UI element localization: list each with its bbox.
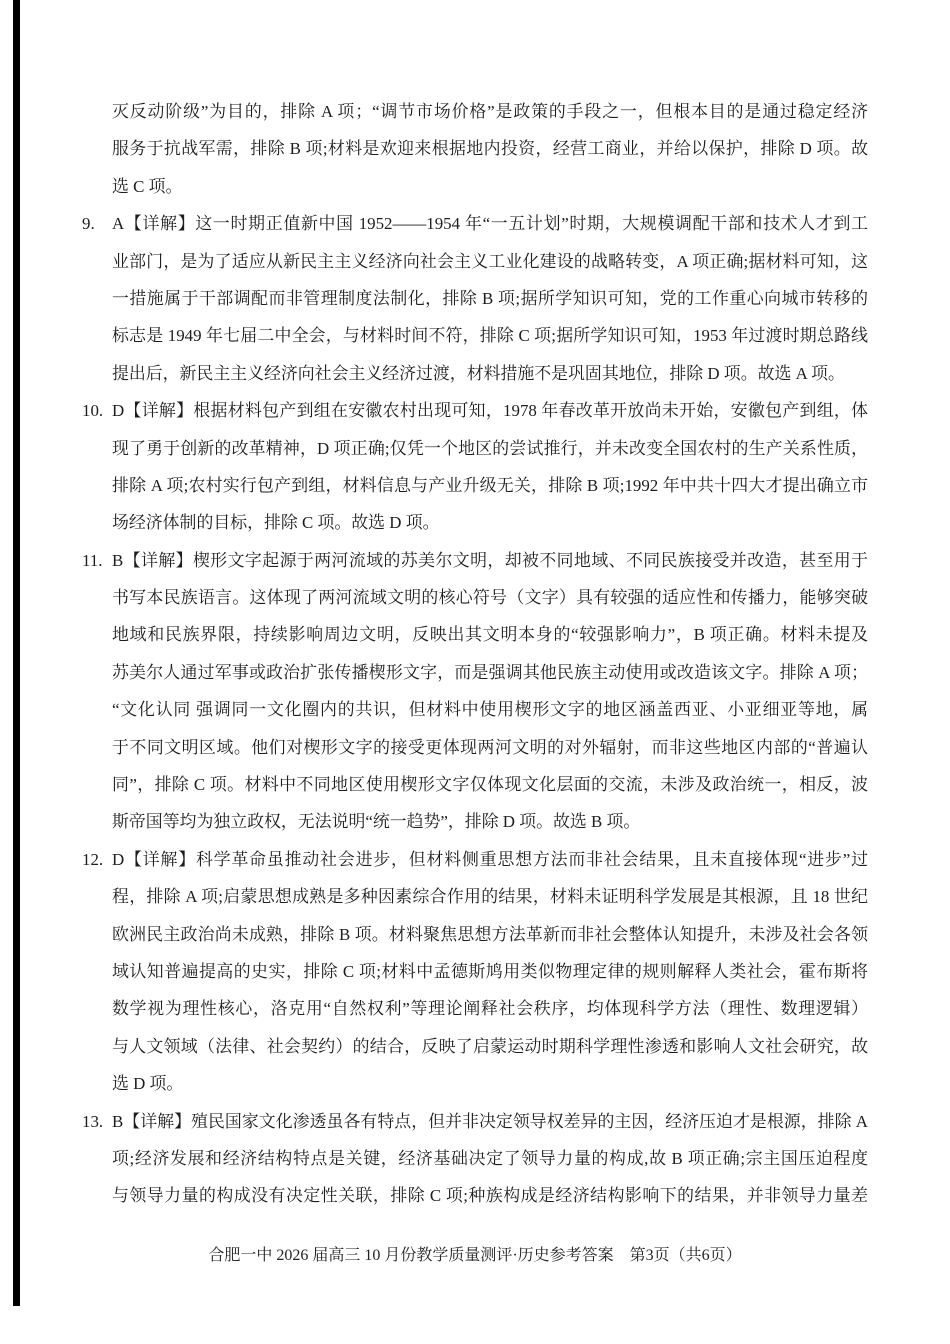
answer-line: 与领导力量的构成没有决定性关联，排除 C 项;种族构成是经济结构影响下的结果，并非领导力量差 bbox=[112, 1186, 868, 1206]
answer-line: 于不同文明区域。他们对楔形文字的接受更体现两河文明的对外辐射，而非这些地区内部的“普遍认 bbox=[112, 737, 868, 757]
answer-line: 同”，排除 C 项。材料中不同地区使用楔形文字仅体现文化层面的交流，未涉及政治统一，相反，波 bbox=[112, 775, 868, 795]
answer-continuation-block bbox=[0, 93, 950, 205]
question-number: 9. bbox=[82, 214, 95, 234]
answer-text: A【详解】这一时期正值新中国 1952——1954 年“一五计划”时期，大规模调配干部和技术人才到工 bbox=[112, 214, 868, 234]
answer-line bbox=[82, 392, 868, 429]
page-footer: 合肥一中 2026 届高三 10 月份教学质量测评·历史参考答案 第3页（共6页） bbox=[208, 1246, 742, 1264]
answer-line bbox=[82, 542, 868, 579]
question-number: 13. bbox=[82, 1111, 104, 1131]
answer-block-10 bbox=[0, 392, 950, 542]
question-number: 10. bbox=[82, 401, 104, 421]
answer-line: 排除 A 项;农村实行包产到组，材料信息与产业升级无关，排除 B 项;1992 年中共十四大才提出确立市 bbox=[112, 475, 868, 495]
answer-text: D【详解】科学革命虽推动社会进步，但材料侧重思想方法而非社会结果，且未直接体现“进步”过 bbox=[112, 849, 868, 869]
answer-line: 数学视为理性核心，洛克用“自然权利”等理论阐释社会秩序，均体现科学方法（理性、数理逻辑） bbox=[112, 999, 868, 1019]
answer-line: 书写本民族语言。这体现了两河流域文明的核心符号（文字）具有较强的适应性和传播力，能够突破 bbox=[112, 588, 868, 608]
answer-line: 斯帝国等均为独立政权，无法说明“统一趋势”，排除 D 项。故选 B 项。 bbox=[112, 812, 641, 832]
answer-line: 灭反动阶级”为目的，排除 A 项；“调节市场价格”是政策的手段之一，但根本目的是通过稳定经济 bbox=[112, 102, 868, 121]
answer-block-9 bbox=[0, 205, 950, 392]
answer-line: 场经济体制的目标，排除 C 项。故选 D 项。 bbox=[112, 513, 440, 533]
answer-block-12 bbox=[0, 841, 950, 1103]
answer-line: 欧洲民主政治尚未成熟，排除 B 项。材料聚焦思想方法革新而非社会整体认知提升，未涉及社会各领 bbox=[112, 924, 868, 944]
answer-line: 现了勇于创新的改革精神，D 项正确;仅凭一个地区的尝试推行，并未改变全国农村的生产关系性质， bbox=[112, 438, 868, 458]
answer-line: 服务于抗战军需，排除 B 项;材料是欢迎来根据地内投资，经营工商业，并给以保护，排除 D 项。故 bbox=[112, 139, 868, 159]
scan-edge-artifact bbox=[13, 0, 20, 1306]
answer-text: D【详解】根据材料包产到组在安徽农村出现可知，1978 年春改革开放尚未开始，安徽包产到组，体 bbox=[112, 401, 868, 421]
question-number: 11. bbox=[82, 550, 103, 570]
answer-text: B【详解】殖民国家文化渗透虽各有特点，但并非决定领导权差异的主因，经济压迫才是根源，排除 A bbox=[112, 1111, 868, 1131]
answer-line: 域认知普遍提高的史实，排除 C 项;材料中孟德斯鸠用类似物理定律的规则解释人类社会，霍布斯将 bbox=[112, 961, 868, 981]
answer-line: 一措施属于干部调配而非管理制度法制化，排除 B 项;据所学知识可知，党的工作重心向城市转移的 bbox=[112, 288, 868, 308]
answer-line bbox=[82, 1103, 868, 1140]
answer-line: “文化认同 强调同一文化圈内的共识，但材料中使用楔形文字的地区涵盖西亚、小亚细亚等地，属 bbox=[112, 700, 868, 720]
answer-line: 地域和民族界限，持续影响周边文明，反映出其文明本身的“较强影响力”，B 项正确。材料未提及 bbox=[112, 625, 868, 645]
answer-line: 程，排除 A 项;启蒙思想成熟是多种因素综合作用的结果，材料未证明科学发展是其根源，且 18 世纪 bbox=[112, 887, 868, 907]
answer-line bbox=[82, 205, 868, 242]
answer-line: 与人文领域（法律、社会契约）的结合，反映了启蒙运动时期科学理性渗透和影响人文社会研究，故 bbox=[112, 1036, 868, 1056]
answer-line: 业部门，是为了适应从新民主主义经济向社会主义工业化建设的战略转变，A 项正确;据材料可知，这 bbox=[112, 251, 868, 271]
answer-block-11 bbox=[0, 542, 950, 841]
question-number: 12. bbox=[82, 849, 104, 869]
answer-line: 标志是 1949 年七届二中全会，与材料时间不符，排除 C 项;据所学知识可知，1953 年过渡时期总路线 bbox=[112, 326, 868, 346]
answer-line: 提出后，新民主主义经济向社会主义经济过渡，材料措施不是巩固其地位，排除 D 项。故选 A 项。 bbox=[112, 363, 845, 383]
answer-line: 选 C 项。 bbox=[112, 176, 183, 196]
answer-line bbox=[82, 841, 868, 878]
answer-text: B【详解】楔形文字起源于两河流域的苏美尔文明，却被不同地域、不同民族接受并改造，甚至用于 bbox=[112, 550, 868, 570]
answer-block-13 bbox=[0, 1103, 950, 1215]
answer-line: 苏美尔人通过军事或政治扩张传播楔形文字，而是强调其他民族主动使用或改造该文字。排除 A 项； bbox=[112, 662, 868, 682]
answer-line: 项;经济发展和经济结构特点是关键，经济基础决定了领导力量的构成,故 B 项正确;宗主国压迫程度 bbox=[112, 1148, 868, 1168]
answer-line: 选 D 项。 bbox=[112, 1074, 184, 1094]
